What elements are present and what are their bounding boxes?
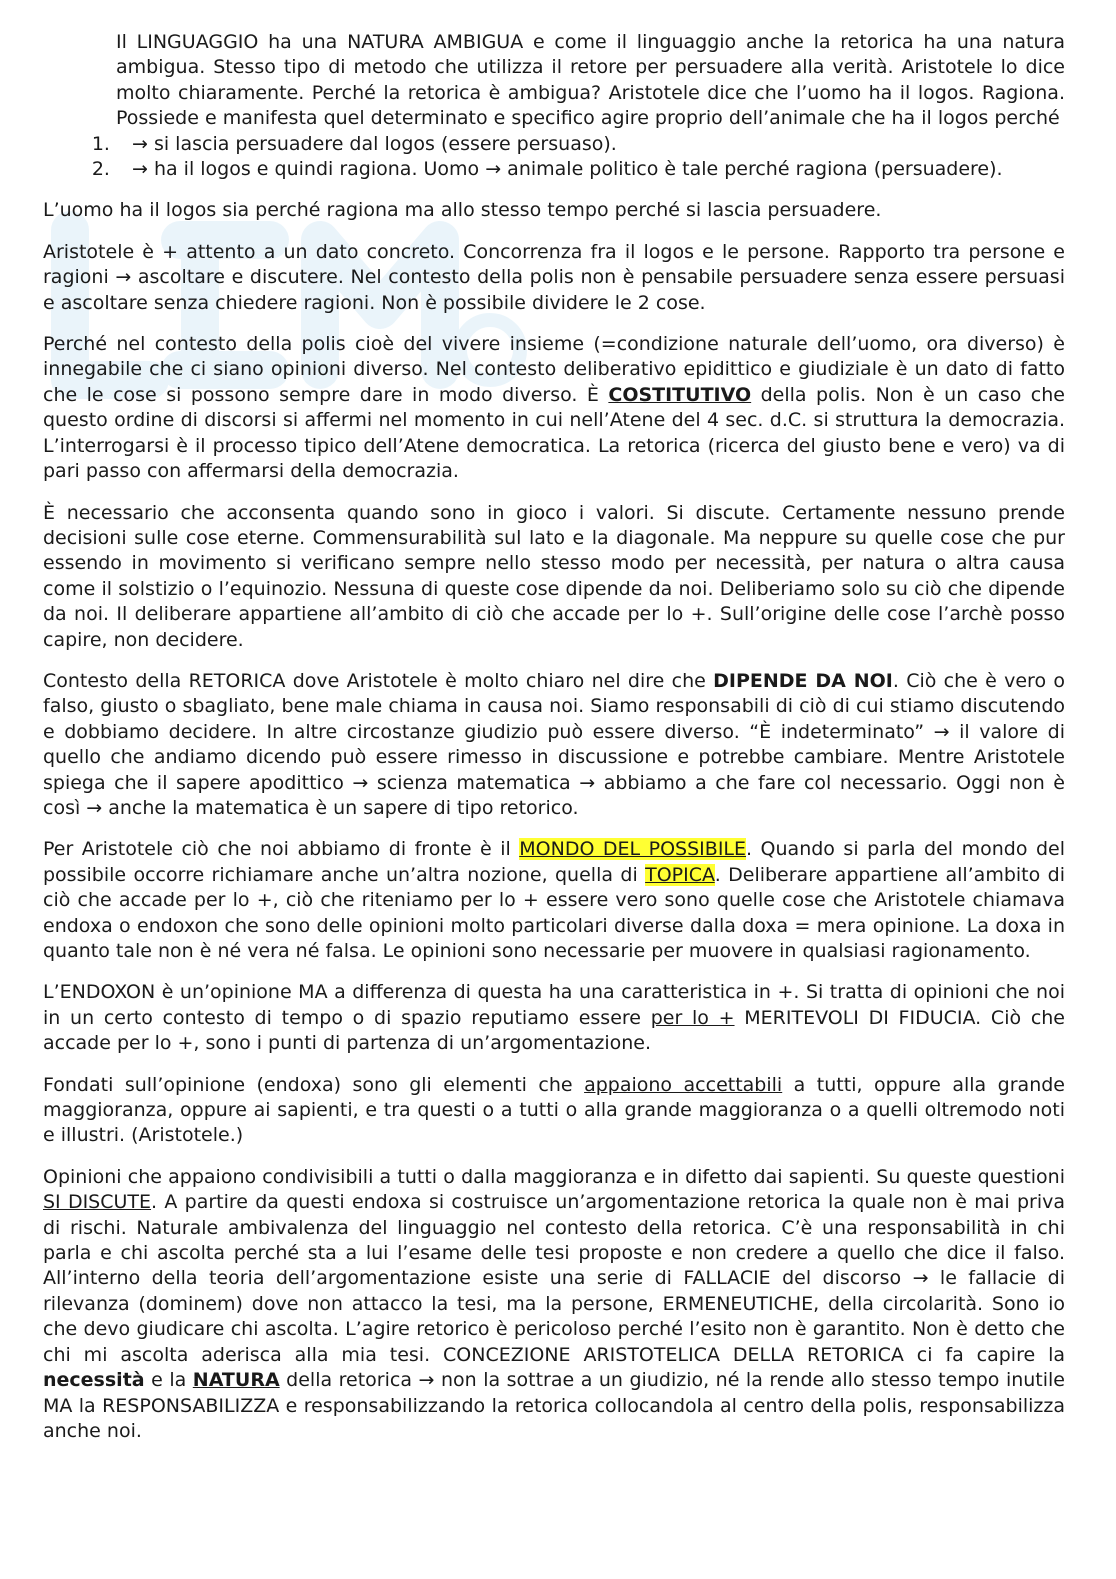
list-item: 2. → ha il logos e quindi ragiona. Uomo → animale politico è tale perché ragiona (persuadere). <box>116 157 1065 182</box>
emphasis-dipende-da-noi: DIPENDE DA NOI <box>713 669 893 692</box>
paragraph-possibile: Per Aristotele ciò che noi abbiamo di fronte è il MONDO DEL POSSIBILE. Quando si parla del mondo del possibile occorre richiamare anche un’altra nozione, quella di TOPICA. Deliberare appartiene all’ambito di ciò che accade per lo +, ciò che riteniamo per lo + essere vero sono quelle cose che Aristotele chiamava endoxa o endoxon che sono delle opinioni molto particolari diverse dalla doxa = mera opinione. La doxa in quanto tale non è né vera né falsa. Le opinioni sono necessarie per muovere in qualsiasi ragionamento. <box>43 838 1065 962</box>
intro-paragraph: Il LINGUAGGIO ha una NATURA AMBIGUA e come il linguaggio anche la retorica ha una natura ambigua. Stesso tipo di metodo che utilizza il retore per persuadere alla verità. Aristotele lo dice molto chiaramente. Perché la retorica è ambigua? Aristotele dice che l’uomo ha il logos. Ragiona. Possiede e manifesta quel determinato e specifico agire proprio dell’animale che ha il logos perché <box>116 31 1065 130</box>
underline-per-lo-piu: per lo + <box>650 1006 735 1029</box>
paragraph-logos: L’uomo ha il logos sia perché ragiona ma allo stesso tempo perché si lascia persuadere. <box>43 199 882 222</box>
document-body <box>43 30 1065 1444</box>
emphasis-necessita: necessità <box>43 1369 145 1392</box>
list-item: 1. → si lascia persuadere dal logos (essere persuaso). <box>116 132 1065 157</box>
emphasis-natura: NATURA <box>192 1369 280 1392</box>
highlight-mondo-del-possibile: MONDO DEL POSSIBILE <box>519 838 747 861</box>
numbered-list <box>43 132 1065 183</box>
paragraph-polis: Perché nel contesto della polis cioè del vivere insieme (=condizione naturale dell’uomo, ora diverso) è innegabile che ci siano opinioni diverso. Nel contesto deliberativo epidittico e giudiziale è un dato di fatto che le cose si possono sempre dare in modo diverso. È COSTITUTIVO della polis. Non è un caso che questo ordine di discorsi si affermi nel momento in cui nell’Atene del 4 sec. d.C. si struttura la democrazia. L’interrogarsi è il processo tipico dell’Atene democratica. La retorica (ricerca del giusto bene e vero) va di pari passo con affermarsi della democrazia. <box>43 333 1065 483</box>
highlight-topica: TOPICA <box>645 863 715 886</box>
paragraph-opinioni: Opinioni che appaiono condivisibili a tutti o dalla maggioranza e in difetto dai sapienti. Su queste questioni SI DISCUTE. A partire da questi endoxa si costruisce un’argomentazione retorica la quale non è mai priva di rischi. Naturale ambivalenza del linguaggio nel contesto della retorica. C’è una responsabilità in chi parla e chi ascolta perché sta a lui l’esame delle tesi proposte e non credere a quello che dice il falso. All’interno della teoria dell’argomentazione esiste una serie di FALLACIE del discorso → le fallacie di rilevanza (dominem) dove non attacco la tesi, ma la persone, ERMENEUTICHE, della circolarità. Sono io che devo giudicare chi ascolta. L’agire retorico è pericoloso perché l’esito non è garantito. Non è detto che chi mi ascolta aderisca alla mia tesi. CONCEZIONE ARISTOTELICA DELLA RETORICA ci fa capire la necessità e la NATURA della retorica → non la sottrae a un giudizio, né la rende allo stesso tempo inutile MA la RESPONSABILIZZA e responsabilizzando la retorica collocandola al centro della polis, responsabilizza anche noi. <box>43 1165 1066 1442</box>
paragraph-retorica: Contesto della RETORICA dove Aristotele è molto chiaro nel dire che DIPENDE DA NOI. Ciò che è vero o falso, giusto o sbagliato, bene male chiama in causa noi. Siamo responsabili di ciò di cui stiamo discutendo e dobbiamo decidere. In altre circostanze giudizio può essere diverso. “È indeterminato” → il valore di quello che andiamo dicendo può essere rimesso in discussione e potrebbe cambiare. Mentre Aristotele spiega che il sapere apodittico → scienza matematica → abbiamo a che fare col necessario. Oggi non è così → anche la matematica è un sapere di tipo retorico. <box>43 669 1065 819</box>
paragraph-deliberare: È necessario che acconsenta quando sono in gioco i valori. Si discute. Certamente nessuno prende decisioni sulle cose eterne. Commensurabilità sul lato e la diagonale. Ma neppure su quelle cose che pur essendo in movimento si verificano sempre nello stesso modo per necessità, per natura o altra causa come il solstizio o l’equinozio. Nessuna di queste cose dipende da noi. Deliberiamo solo su ciò che dipende da noi. Il deliberare appartiene all’ambito di ciò che accade per lo +. Sull’origine delle cose l’archè posso capire, non decidere. <box>43 501 1065 651</box>
underline-appaiono-accettabili: appaiono accettabili <box>584 1073 783 1096</box>
paragraph-endoxa: Fondati sull’opinione (endoxa) sono gli elementi che appaiono accettabili a tutti, oppure alla grande maggioranza, oppure ai sapienti, e tra questi o a tutti o alla grande maggioranza o a quelli oltremodo noti e illustri. (Aristotele.) <box>43 1073 1065 1147</box>
emphasis-costitutivo: COSTITUTIVO <box>608 383 752 406</box>
paragraph-endoxon: L’ENDOXON è un’opinione MA a differenza di questa ha una caratteristica in +. Si tratta di opinioni che noi in un certo contesto di tempo o di spazio reputiamo essere per lo + MERITEVOLI DI FIDUCIA. Ciò che accade per lo +, sono i punti di partenza di un’argomentazione. <box>43 981 1065 1055</box>
paragraph-concrete: Aristotele è + attento a un dato concreto. Concorrenza fra il logos e le persone. Rapporto tra persone e ragioni → ascoltare e discutere. Nel contesto della polis non è pensabile persuadere senza essere persuasi e ascoltare senza chiedere ragioni. Non è possibile dividere le 2 cose. <box>43 240 1065 314</box>
underline-si-discute: SI DISCUTE <box>43 1191 152 1214</box>
